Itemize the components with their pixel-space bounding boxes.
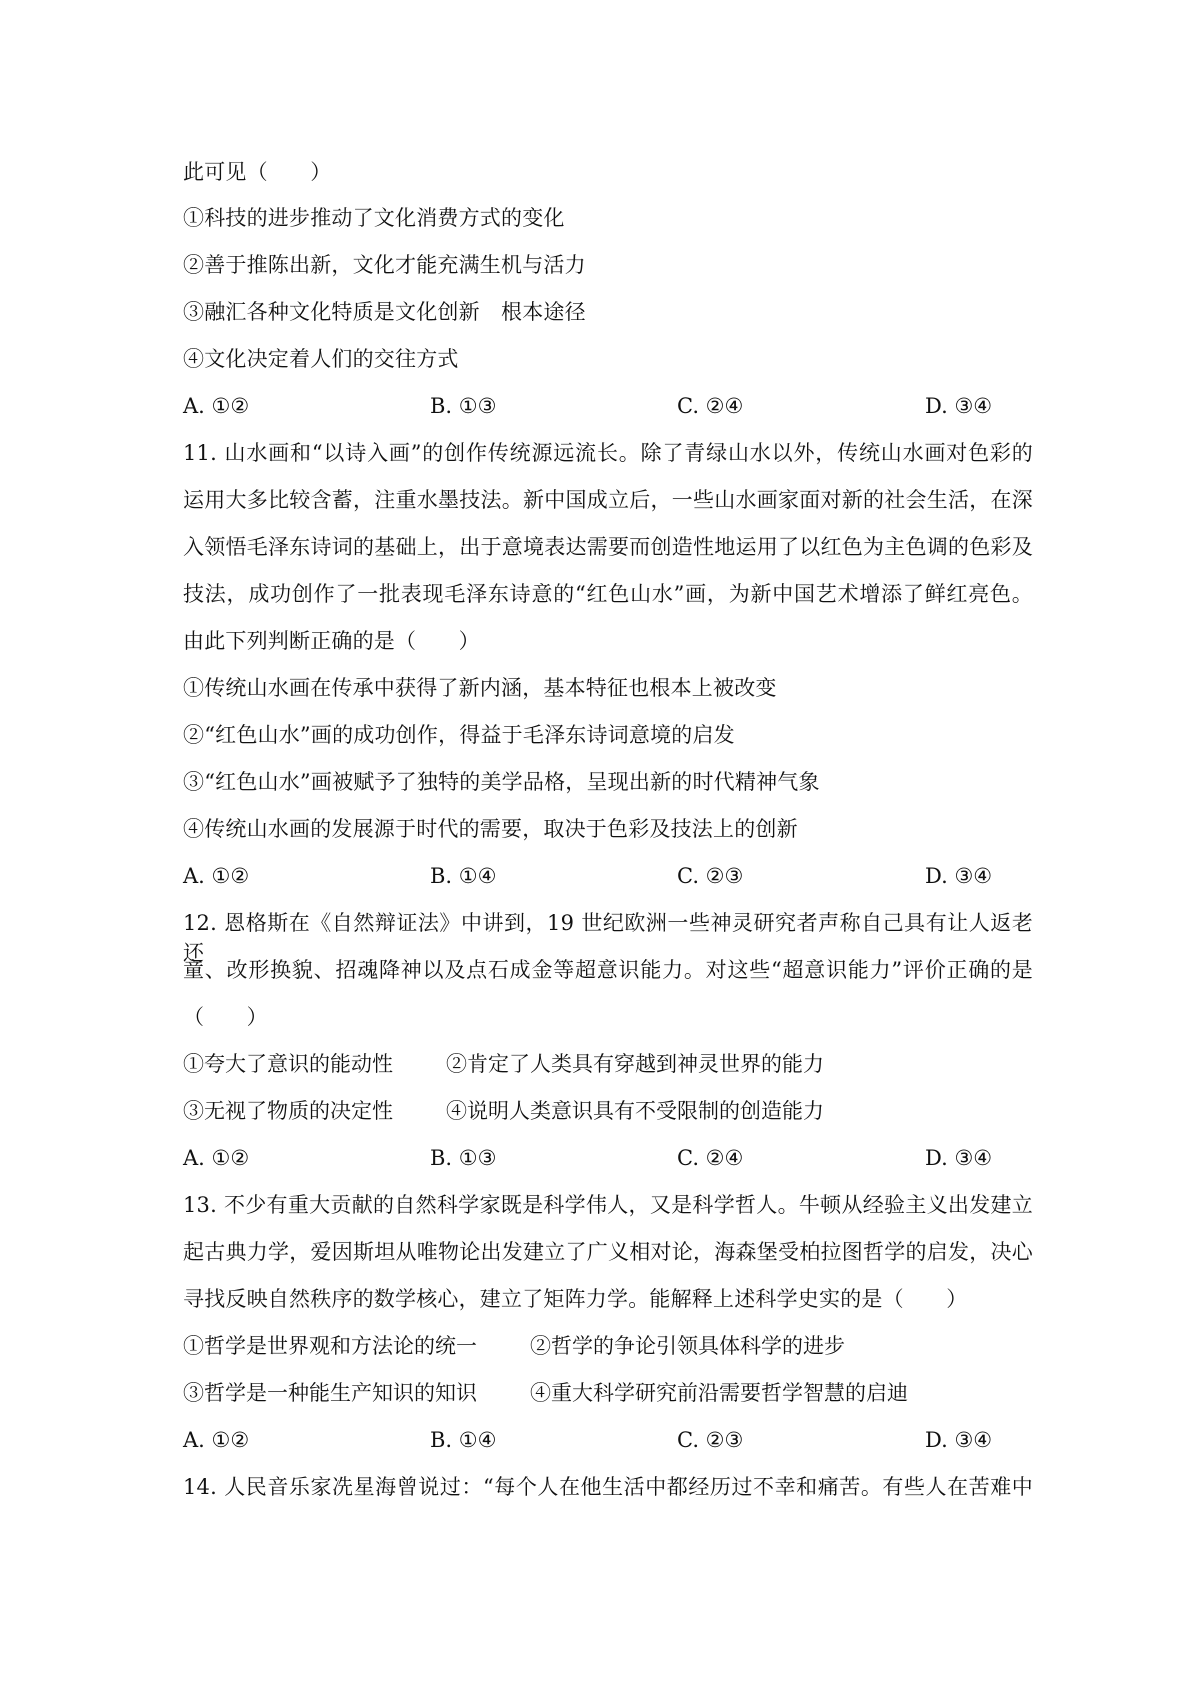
q12-stem-line-1: 12. 恩格斯在《自然辩证法》中讲到，19 世纪欧洲一些神灵研究者声称自己具有让人返老还 bbox=[183, 911, 1033, 965]
q10-option-a: A. ①② bbox=[183, 394, 250, 418]
q11-item-4: ④传统山水画的发展源于时代的需要，取决于色彩及技法上的创新 bbox=[183, 817, 798, 841]
q12-item-4: ④说明人类意识具有不受限制的创造能力 bbox=[446, 1099, 824, 1123]
q11-options bbox=[183, 861, 1033, 891]
q11-item-2: ②“红色山水”画的成功创作，得益于毛泽东诗词意境的启发 bbox=[183, 723, 735, 747]
q13-stem-line-1: 13. 不少有重大贡献的自然科学家既是科学伟人，又是科学哲人。牛顿从经验主义出发建立 bbox=[183, 1193, 1033, 1217]
q12-stem-line-2: 童、改形换貌、招魂降神以及点石成金等超意识能力。对这些“超意识能力”评价正确的是 bbox=[183, 958, 1033, 982]
q12-option-a: A. ①② bbox=[183, 1146, 250, 1170]
q11-stem-line-5: 由此下列判断正确的是（ ） bbox=[183, 629, 480, 653]
q11-option-d: D. ③④ bbox=[925, 864, 993, 888]
q12-option-c: C. ②④ bbox=[677, 1146, 744, 1170]
q10-item-1: ①科技的进步推动了文化消费方式的变化 bbox=[183, 206, 565, 230]
q12-items-row-1 bbox=[183, 1049, 1033, 1079]
q10-stem-tail: 此可见（ ） bbox=[183, 160, 332, 184]
q11-item-3: ③“红色山水”画被赋予了独特的美学品格，呈现出新的时代精神气象 bbox=[183, 770, 820, 794]
q13-option-d: D. ③④ bbox=[925, 1428, 993, 1452]
q11-option-b: B. ①④ bbox=[430, 864, 497, 888]
q12-item-2: ②肯定了人类具有穿越到神灵世界的能力 bbox=[446, 1052, 824, 1076]
q13-option-a: A. ①② bbox=[183, 1428, 250, 1452]
q11-stem-line-4: 技法，成功创作了一批表现毛泽东诗意的“红色山水”画，为新中国艺术增添了鲜红亮色。 bbox=[183, 582, 1033, 606]
q10-option-d: D. ③④ bbox=[925, 394, 993, 418]
q13-item-4: ④重大科学研究前沿需要哲学智慧的启迪 bbox=[530, 1381, 908, 1405]
q12-item-1: ①夸大了意识的能动性 bbox=[183, 1052, 393, 1076]
q12-stem-line-3: （ ） bbox=[183, 1005, 268, 1029]
q11-item-1: ①传统山水画在传承中获得了新内涵，基本特征也根本上被改变 bbox=[183, 676, 777, 700]
q12-items-row-2 bbox=[183, 1096, 1033, 1126]
q11-stem-line-1: 11. 山水画和“以诗入画”的创作传统源远流长。除了青绿山水以外，传统山水画对色彩的 bbox=[183, 441, 1033, 465]
q11-option-c: C. ②③ bbox=[677, 864, 744, 888]
q10-item-4: ④文化决定着人们的交往方式 bbox=[183, 347, 459, 371]
q10-item-2: ②善于推陈出新，文化才能充满生机与活力 bbox=[183, 253, 586, 277]
q11-stem-line-2: 运用大多比较含蓄，注重水墨技法。新中国成立后，一些山水画家面对新的社会生活，在深 bbox=[183, 488, 1033, 512]
q10-option-c: C. ②④ bbox=[677, 394, 744, 418]
q13-items-row-1 bbox=[183, 1331, 1033, 1361]
q13-option-b: B. ①④ bbox=[430, 1428, 497, 1452]
q12-option-d: D. ③④ bbox=[925, 1146, 993, 1170]
q12-item-3: ③无视了物质的决定性 bbox=[183, 1099, 393, 1123]
q13-items-row-2 bbox=[183, 1378, 1033, 1408]
q10-option-b: B. ①③ bbox=[430, 394, 497, 418]
q13-option-c: C. ②③ bbox=[677, 1428, 744, 1452]
q10-options bbox=[183, 391, 1033, 421]
q13-item-1: ①哲学是世界观和方法论的统一 bbox=[183, 1334, 477, 1358]
q13-options bbox=[183, 1425, 1033, 1455]
q13-stem-line-2: 起古典力学，爱因斯坦从唯物论出发建立了广义相对论，海森堡受柏拉图哲学的启发，决心 bbox=[183, 1240, 1033, 1264]
q14-stem-line-1: 14. 人民音乐家冼星海曾说过：“每个人在他生活中都经历过不幸和痛苦。有些人在苦难中 bbox=[183, 1475, 1033, 1499]
q11-option-a: A. ①② bbox=[183, 864, 250, 888]
q10-item-3: ③融汇各种文化特质是文化创新 根本途径 bbox=[183, 300, 586, 324]
q13-stem-line-3: 寻找反映自然秩序的数学核心，建立了矩阵力学。能解释上述科学史实的是（ ） bbox=[183, 1287, 968, 1311]
q13-item-2: ②哲学的争论引领具体科学的进步 bbox=[530, 1334, 845, 1358]
q13-item-3: ③哲学是一种能生产知识的知识 bbox=[183, 1381, 477, 1405]
q12-options bbox=[183, 1143, 1033, 1173]
q11-stem-line-3: 入领悟毛泽东诗词的基础上，出于意境表达需要而创造性地运用了以红色为主色调的色彩及 bbox=[183, 535, 1033, 559]
q12-option-b: B. ①③ bbox=[430, 1146, 497, 1170]
